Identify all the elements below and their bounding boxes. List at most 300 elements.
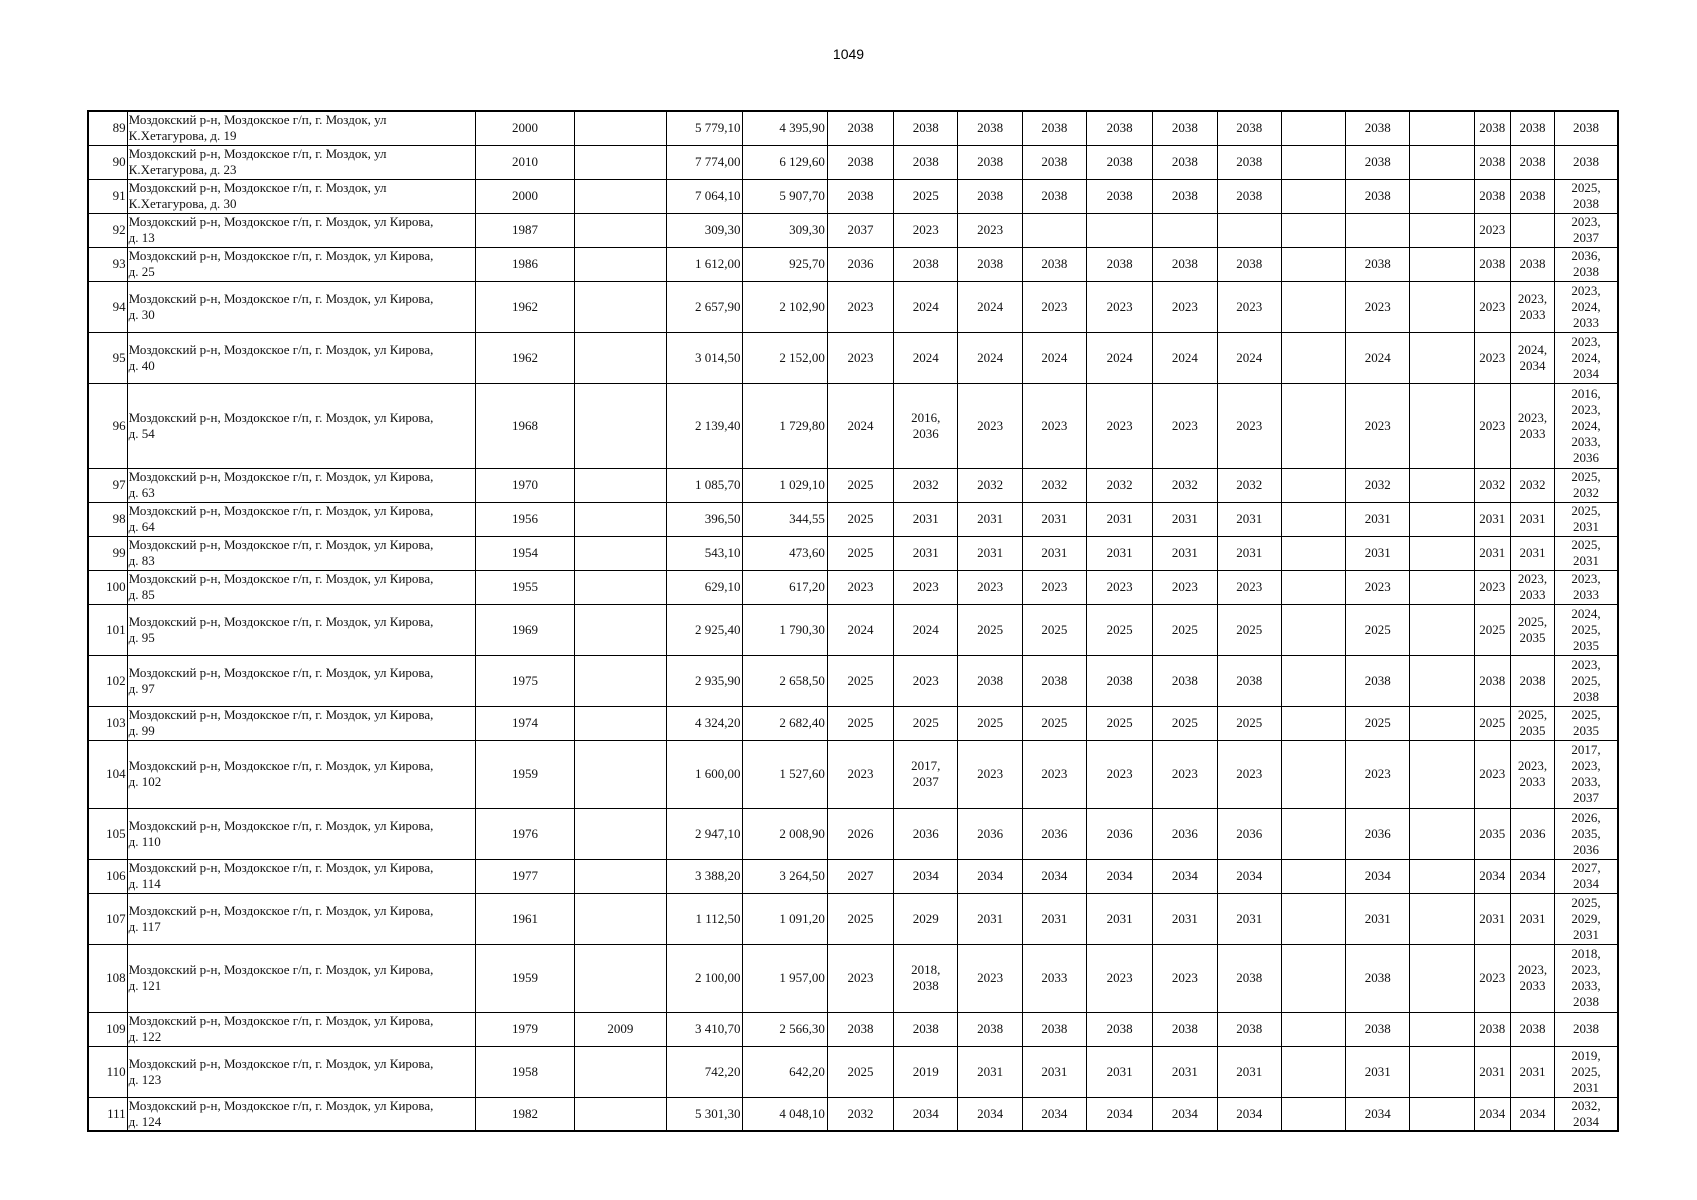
work-year-cell: 2026, 2035, 2036 bbox=[1555, 808, 1618, 859]
work-year-cell: 2034 bbox=[1217, 859, 1281, 893]
living-area-cell: 1 729,80 bbox=[743, 383, 827, 468]
total-area-cell: 2 139,40 bbox=[667, 383, 743, 468]
living-area-cell: 642,20 bbox=[743, 1046, 827, 1097]
work-year-cell: 2025, 2031 bbox=[1555, 502, 1618, 536]
work-year-cell: 2023 bbox=[1474, 740, 1510, 808]
work-year-cell bbox=[1410, 281, 1474, 332]
work-year-cell: 2031 bbox=[1022, 1046, 1086, 1097]
work-year-cell: 2038 bbox=[1346, 145, 1410, 179]
year-built-cell: 1954 bbox=[476, 536, 574, 570]
work-year-cell: 2023 bbox=[1346, 383, 1410, 468]
year-built-cell: 1976 bbox=[476, 808, 574, 859]
row-number-cell: 109 bbox=[88, 1012, 127, 1046]
row-number-cell: 102 bbox=[88, 655, 127, 706]
year-reconstructed-cell bbox=[574, 655, 666, 706]
work-year-cell bbox=[1410, 706, 1474, 740]
work-year-cell: 2023, 2033 bbox=[1510, 570, 1554, 604]
living-area-cell: 4 395,90 bbox=[743, 111, 827, 145]
living-area-cell: 2 102,90 bbox=[743, 281, 827, 332]
work-year-cell: 2036 bbox=[1022, 808, 1086, 859]
work-year-cell: 2023 bbox=[1153, 740, 1217, 808]
work-year-cell: 2038 bbox=[827, 111, 893, 145]
work-year-cell bbox=[1410, 179, 1474, 213]
work-year-cell: 2033 bbox=[1022, 944, 1086, 1012]
work-year-cell bbox=[1410, 655, 1474, 706]
work-year-cell bbox=[1410, 247, 1474, 281]
work-year-cell: 2026 bbox=[827, 808, 893, 859]
work-year-cell bbox=[1281, 740, 1345, 808]
work-year-cell: 2038 bbox=[827, 145, 893, 179]
living-area-cell: 473,60 bbox=[743, 536, 827, 570]
work-year-cell: 2023, 2037 bbox=[1555, 213, 1618, 247]
work-year-cell: 2037 bbox=[827, 213, 893, 247]
work-year-cell: 2023 bbox=[1153, 281, 1217, 332]
work-year-cell: 2031 bbox=[1086, 893, 1152, 944]
work-year-cell: 2023 bbox=[1346, 570, 1410, 604]
total-area-cell: 3 388,20 bbox=[667, 859, 743, 893]
work-year-cell bbox=[1510, 213, 1554, 247]
work-year-cell: 2034 bbox=[1510, 1097, 1554, 1131]
work-year-cell: 2025 bbox=[1022, 706, 1086, 740]
work-year-cell: 2025 bbox=[1474, 604, 1510, 655]
work-year-cell: 2031 bbox=[894, 502, 958, 536]
work-year-cell: 2038 bbox=[1217, 944, 1281, 1012]
work-year-cell: 2031 bbox=[1153, 502, 1217, 536]
work-year-cell bbox=[1281, 179, 1345, 213]
work-year-cell: 2034 bbox=[1510, 859, 1554, 893]
work-year-cell bbox=[1281, 1012, 1345, 1046]
year-reconstructed-cell: 2009 bbox=[574, 1012, 666, 1046]
total-area-cell: 2 925,40 bbox=[667, 604, 743, 655]
work-year-cell bbox=[1281, 1097, 1345, 1131]
address-cell: Моздокский р-н, Моздокское г/п, г. Моздок, ул Кирова, д. 85 bbox=[127, 570, 476, 604]
work-year-cell bbox=[1410, 502, 1474, 536]
work-year-cell: 2031 bbox=[1217, 536, 1281, 570]
work-year-cell bbox=[1410, 111, 1474, 145]
work-year-cell: 2023 bbox=[827, 281, 893, 332]
table-row bbox=[88, 655, 1618, 706]
work-year-cell: 2023 bbox=[958, 944, 1022, 1012]
table-row bbox=[88, 1046, 1618, 1097]
work-year-cell: 2025 bbox=[1217, 706, 1281, 740]
living-area-cell: 6 129,60 bbox=[743, 145, 827, 179]
work-year-cell: 2023 bbox=[894, 213, 958, 247]
year-reconstructed-cell bbox=[574, 281, 666, 332]
total-area-cell: 2 935,90 bbox=[667, 655, 743, 706]
work-year-cell: 2036 bbox=[894, 808, 958, 859]
work-year-cell: 2016, 2023, 2024, 2033, 2036 bbox=[1555, 383, 1618, 468]
work-year-cell: 2038 bbox=[1555, 111, 1618, 145]
table-row bbox=[88, 247, 1618, 281]
work-year-cell bbox=[1410, 383, 1474, 468]
work-year-cell: 2038 bbox=[1086, 247, 1152, 281]
living-area-cell: 1 957,00 bbox=[743, 944, 827, 1012]
work-year-cell: 2023 bbox=[827, 944, 893, 1012]
work-year-cell: 2023 bbox=[894, 570, 958, 604]
work-year-cell: 2023, 2033 bbox=[1510, 383, 1554, 468]
work-year-cell: 2016, 2036 bbox=[894, 383, 958, 468]
year-built-cell: 1986 bbox=[476, 247, 574, 281]
work-year-cell: 2023 bbox=[1086, 740, 1152, 808]
work-year-cell: 2038 bbox=[1086, 655, 1152, 706]
work-year-cell: 2038 bbox=[1474, 1012, 1510, 1046]
work-year-cell: 2025, 2035 bbox=[1555, 706, 1618, 740]
address-cell: Моздокский р-н, Моздокское г/п, г. Моздок, ул Кирова, д. 64 bbox=[127, 502, 476, 536]
row-number-cell: 95 bbox=[88, 332, 127, 383]
work-year-cell: 2024 bbox=[1217, 332, 1281, 383]
work-year-cell: 2038 bbox=[1153, 247, 1217, 281]
work-year-cell: 2031 bbox=[1153, 893, 1217, 944]
address-cell: Моздокский р-н, Моздокское г/п, г. Моздок, ул К.Хетагурова, д. 30 bbox=[127, 179, 476, 213]
work-year-cell: 2031 bbox=[1474, 536, 1510, 570]
work-year-cell: 2038 bbox=[1346, 111, 1410, 145]
work-year-cell: 2031 bbox=[1217, 1046, 1281, 1097]
work-year-cell: 2018, 2038 bbox=[894, 944, 958, 1012]
total-area-cell: 1 612,00 bbox=[667, 247, 743, 281]
year-built-cell: 1979 bbox=[476, 1012, 574, 1046]
row-number-cell: 110 bbox=[88, 1046, 127, 1097]
address-cell: Моздокский р-н, Моздокское г/п, г. Моздок, ул Кирова, д. 110 bbox=[127, 808, 476, 859]
work-year-cell: 2038 bbox=[894, 247, 958, 281]
work-year-cell: 2038 bbox=[1555, 145, 1618, 179]
year-built-cell: 1970 bbox=[476, 468, 574, 502]
total-area-cell: 2 657,90 bbox=[667, 281, 743, 332]
work-year-cell: 2038 bbox=[1086, 145, 1152, 179]
work-year-cell: 2038 bbox=[1022, 145, 1086, 179]
table-row bbox=[88, 1012, 1618, 1046]
work-year-cell: 2025, 2032 bbox=[1555, 468, 1618, 502]
work-year-cell bbox=[1281, 808, 1345, 859]
work-year-cell: 2038 bbox=[1510, 179, 1554, 213]
work-year-cell: 2025 bbox=[1086, 604, 1152, 655]
work-year-cell: 2019 bbox=[894, 1046, 958, 1097]
work-year-cell bbox=[1410, 332, 1474, 383]
table-row bbox=[88, 859, 1618, 893]
work-year-cell: 2038 bbox=[1510, 1012, 1554, 1046]
work-year-cell: 2031 bbox=[1474, 893, 1510, 944]
work-year-cell: 2031 bbox=[958, 1046, 1022, 1097]
housing-register-table bbox=[87, 110, 1619, 1132]
work-year-cell bbox=[1281, 145, 1345, 179]
row-number-cell: 103 bbox=[88, 706, 127, 740]
total-area-cell: 3 014,50 bbox=[667, 332, 743, 383]
work-year-cell: 2025 bbox=[894, 706, 958, 740]
table-row bbox=[88, 332, 1618, 383]
work-year-cell: 2023 bbox=[1217, 570, 1281, 604]
work-year-cell bbox=[1281, 468, 1345, 502]
table-row bbox=[88, 944, 1618, 1012]
work-year-cell: 2023, 2033 bbox=[1510, 281, 1554, 332]
work-year-cell: 2032, 2034 bbox=[1555, 1097, 1618, 1131]
work-year-cell bbox=[1410, 808, 1474, 859]
row-number-cell: 104 bbox=[88, 740, 127, 808]
work-year-cell: 2032 bbox=[1086, 468, 1152, 502]
work-year-cell: 2023 bbox=[827, 332, 893, 383]
year-built-cell: 1955 bbox=[476, 570, 574, 604]
work-year-cell: 2023 bbox=[1474, 332, 1510, 383]
work-year-cell: 2032 bbox=[827, 1097, 893, 1131]
table-body bbox=[88, 111, 1618, 1131]
work-year-cell: 2031 bbox=[1086, 502, 1152, 536]
living-area-cell: 4 048,10 bbox=[743, 1097, 827, 1131]
year-reconstructed-cell bbox=[574, 332, 666, 383]
work-year-cell bbox=[1281, 383, 1345, 468]
work-year-cell: 2034 bbox=[894, 859, 958, 893]
work-year-cell: 2031 bbox=[894, 536, 958, 570]
work-year-cell: 2031 bbox=[1346, 893, 1410, 944]
living-area-cell: 344,55 bbox=[743, 502, 827, 536]
year-built-cell: 1982 bbox=[476, 1097, 574, 1131]
row-number-cell: 108 bbox=[88, 944, 127, 1012]
work-year-cell: 2024 bbox=[1153, 332, 1217, 383]
work-year-cell: 2032 bbox=[1474, 468, 1510, 502]
work-year-cell: 2034 bbox=[1086, 859, 1152, 893]
work-year-cell: 2029 bbox=[894, 893, 958, 944]
row-number-cell: 90 bbox=[88, 145, 127, 179]
work-year-cell bbox=[1281, 893, 1345, 944]
year-built-cell: 1959 bbox=[476, 944, 574, 1012]
year-built-cell: 1956 bbox=[476, 502, 574, 536]
work-year-cell: 2038 bbox=[958, 1012, 1022, 1046]
year-reconstructed-cell bbox=[574, 604, 666, 655]
work-year-cell: 2038 bbox=[958, 655, 1022, 706]
year-reconstructed-cell bbox=[574, 213, 666, 247]
work-year-cell: 2035 bbox=[1474, 808, 1510, 859]
work-year-cell bbox=[1281, 859, 1345, 893]
address-cell: Моздокский р-н, Моздокское г/п, г. Моздок, ул К.Хетагурова, д. 19 bbox=[127, 111, 476, 145]
work-year-cell: 2025, 2029, 2031 bbox=[1555, 893, 1618, 944]
work-year-cell: 2038 bbox=[1346, 247, 1410, 281]
table-row bbox=[88, 111, 1618, 145]
work-year-cell: 2025 bbox=[958, 604, 1022, 655]
work-year-cell bbox=[1281, 111, 1345, 145]
work-year-cell: 2038 bbox=[958, 145, 1022, 179]
work-year-cell bbox=[1281, 213, 1345, 247]
address-cell: Моздокский р-н, Моздокское г/п, г. Моздок, ул Кирова, д. 83 bbox=[127, 536, 476, 570]
total-area-cell: 2 947,10 bbox=[667, 808, 743, 859]
work-year-cell bbox=[1410, 944, 1474, 1012]
work-year-cell: 2034 bbox=[1022, 1097, 1086, 1131]
work-year-cell bbox=[1410, 468, 1474, 502]
work-year-cell: 2023, 2025, 2038 bbox=[1555, 655, 1618, 706]
work-year-cell: 2038 bbox=[1153, 111, 1217, 145]
address-cell: Моздокский р-н, Моздокское г/п, г. Моздок, ул Кирова, д. 124 bbox=[127, 1097, 476, 1131]
work-year-cell: 2023 bbox=[958, 570, 1022, 604]
work-year-cell: 2038 bbox=[1086, 1012, 1152, 1046]
address-cell: Моздокский р-н, Моздокское г/п, г. Моздок, ул Кирова, д. 114 bbox=[127, 859, 476, 893]
work-year-cell: 2038 bbox=[1346, 944, 1410, 1012]
year-reconstructed-cell bbox=[574, 706, 666, 740]
work-year-cell: 2031 bbox=[1086, 1046, 1152, 1097]
work-year-cell: 2038 bbox=[1022, 247, 1086, 281]
work-year-cell: 2034 bbox=[1346, 1097, 1410, 1131]
work-year-cell: 2036 bbox=[958, 808, 1022, 859]
work-year-cell bbox=[1022, 213, 1086, 247]
work-year-cell bbox=[1410, 145, 1474, 179]
work-year-cell: 2038 bbox=[1022, 111, 1086, 145]
work-year-cell bbox=[1281, 536, 1345, 570]
work-year-cell: 2023 bbox=[1346, 740, 1410, 808]
table-row bbox=[88, 893, 1618, 944]
address-cell: Моздокский р-н, Моздокское г/п, г. Моздок, ул Кирова, д. 13 bbox=[127, 213, 476, 247]
year-reconstructed-cell bbox=[574, 145, 666, 179]
work-year-cell: 2038 bbox=[1153, 179, 1217, 213]
work-year-cell: 2038 bbox=[1217, 145, 1281, 179]
year-reconstructed-cell bbox=[574, 502, 666, 536]
living-area-cell: 3 264,50 bbox=[743, 859, 827, 893]
work-year-cell: 2031 bbox=[1510, 1046, 1554, 1097]
work-year-cell: 2038 bbox=[1474, 247, 1510, 281]
address-cell: Моздокский р-н, Моздокское г/п, г. Моздок, ул Кирова, д. 102 bbox=[127, 740, 476, 808]
work-year-cell: 2023 bbox=[1217, 740, 1281, 808]
work-year-cell: 2038 bbox=[1474, 655, 1510, 706]
address-cell: Моздокский р-н, Моздокское г/п, г. Моздок, ул Кирова, д. 123 bbox=[127, 1046, 476, 1097]
table-row bbox=[88, 604, 1618, 655]
work-year-cell: 2038 bbox=[1510, 247, 1554, 281]
work-year-cell: 2031 bbox=[958, 502, 1022, 536]
work-year-cell: 2038 bbox=[1153, 145, 1217, 179]
work-year-cell: 2025 bbox=[827, 502, 893, 536]
work-year-cell: 2018, 2023, 2033, 2038 bbox=[1555, 944, 1618, 1012]
work-year-cell: 2038 bbox=[827, 179, 893, 213]
year-built-cell: 1968 bbox=[476, 383, 574, 468]
row-number-cell: 89 bbox=[88, 111, 127, 145]
living-area-cell: 2 658,50 bbox=[743, 655, 827, 706]
work-year-cell: 2023 bbox=[1022, 740, 1086, 808]
work-year-cell: 2034 bbox=[1474, 1097, 1510, 1131]
work-year-cell: 2025 bbox=[827, 1046, 893, 1097]
work-year-cell: 2038 bbox=[1346, 179, 1410, 213]
work-year-cell: 2023 bbox=[1474, 383, 1510, 468]
work-year-cell: 2034 bbox=[1346, 859, 1410, 893]
work-year-cell: 2038 bbox=[1086, 111, 1152, 145]
work-year-cell: 2025 bbox=[1346, 706, 1410, 740]
work-year-cell: 2023 bbox=[1217, 383, 1281, 468]
table-row bbox=[88, 213, 1618, 247]
living-area-cell: 2 008,90 bbox=[743, 808, 827, 859]
work-year-cell: 2031 bbox=[1217, 502, 1281, 536]
table-row bbox=[88, 740, 1618, 808]
row-number-cell: 100 bbox=[88, 570, 127, 604]
year-reconstructed-cell bbox=[574, 1046, 666, 1097]
table-row bbox=[88, 570, 1618, 604]
living-area-cell: 1 527,60 bbox=[743, 740, 827, 808]
year-reconstructed-cell bbox=[574, 570, 666, 604]
total-area-cell: 1 600,00 bbox=[667, 740, 743, 808]
living-area-cell: 2 682,40 bbox=[743, 706, 827, 740]
work-year-cell: 2023, 2033 bbox=[1510, 740, 1554, 808]
work-year-cell: 2036, 2038 bbox=[1555, 247, 1618, 281]
row-number-cell: 101 bbox=[88, 604, 127, 655]
work-year-cell: 2023 bbox=[1153, 944, 1217, 1012]
table-row bbox=[88, 281, 1618, 332]
living-area-cell: 2 152,00 bbox=[743, 332, 827, 383]
work-year-cell: 2038 bbox=[1217, 179, 1281, 213]
work-year-cell: 2025 bbox=[1086, 706, 1152, 740]
work-year-cell: 2024 bbox=[958, 281, 1022, 332]
work-year-cell: 2024 bbox=[827, 604, 893, 655]
work-year-cell: 2024 bbox=[1086, 332, 1152, 383]
total-area-cell: 7 774,00 bbox=[667, 145, 743, 179]
total-area-cell: 543,10 bbox=[667, 536, 743, 570]
work-year-cell: 2025 bbox=[1346, 604, 1410, 655]
work-year-cell: 2036 bbox=[1086, 808, 1152, 859]
work-year-cell: 2034 bbox=[894, 1097, 958, 1131]
work-year-cell: 2023 bbox=[1474, 281, 1510, 332]
work-year-cell: 2025 bbox=[1217, 604, 1281, 655]
work-year-cell: 2031 bbox=[1510, 502, 1554, 536]
work-year-cell: 2031 bbox=[1474, 1046, 1510, 1097]
address-cell: Моздокский р-н, Моздокское г/п, г. Моздок, ул Кирова, д. 54 bbox=[127, 383, 476, 468]
year-reconstructed-cell bbox=[574, 944, 666, 1012]
address-cell: Моздокский р-н, Моздокское г/п, г. Моздок, ул Кирова, д. 40 bbox=[127, 332, 476, 383]
work-year-cell: 2036 bbox=[1153, 808, 1217, 859]
year-built-cell: 2010 bbox=[476, 145, 574, 179]
work-year-cell: 2038 bbox=[1217, 1012, 1281, 1046]
work-year-cell: 2024, 2025, 2035 bbox=[1555, 604, 1618, 655]
row-number-cell: 111 bbox=[88, 1097, 127, 1131]
work-year-cell: 2023 bbox=[1022, 383, 1086, 468]
living-area-cell: 309,30 bbox=[743, 213, 827, 247]
table-row bbox=[88, 536, 1618, 570]
work-year-cell: 2038 bbox=[827, 1012, 893, 1046]
work-year-cell bbox=[1410, 570, 1474, 604]
total-area-cell: 396,50 bbox=[667, 502, 743, 536]
work-year-cell: 2034 bbox=[1022, 859, 1086, 893]
work-year-cell: 2038 bbox=[1555, 1012, 1618, 1046]
work-year-cell: 2034 bbox=[958, 859, 1022, 893]
work-year-cell bbox=[1281, 332, 1345, 383]
row-number-cell: 97 bbox=[88, 468, 127, 502]
table-row bbox=[88, 468, 1618, 502]
table-row bbox=[88, 383, 1618, 468]
total-area-cell: 1 085,70 bbox=[667, 468, 743, 502]
work-year-cell: 2038 bbox=[1510, 655, 1554, 706]
work-year-cell: 2025, 2035 bbox=[1510, 604, 1554, 655]
living-area-cell: 5 907,70 bbox=[743, 179, 827, 213]
total-area-cell: 5 301,30 bbox=[667, 1097, 743, 1131]
year-reconstructed-cell bbox=[574, 383, 666, 468]
total-area-cell: 7 064,10 bbox=[667, 179, 743, 213]
work-year-cell: 2027, 2034 bbox=[1555, 859, 1618, 893]
year-reconstructed-cell bbox=[574, 468, 666, 502]
work-year-cell: 2023 bbox=[1474, 944, 1510, 1012]
work-year-cell bbox=[1410, 1097, 1474, 1131]
work-year-cell: 2023 bbox=[1474, 570, 1510, 604]
year-reconstructed-cell bbox=[574, 859, 666, 893]
work-year-cell bbox=[1346, 213, 1410, 247]
address-cell: Моздокский р-н, Моздокское г/п, г. Моздок, ул Кирова, д. 99 bbox=[127, 706, 476, 740]
work-year-cell: 2025 bbox=[958, 706, 1022, 740]
living-area-cell: 617,20 bbox=[743, 570, 827, 604]
work-year-cell: 2024 bbox=[958, 332, 1022, 383]
work-year-cell: 2032 bbox=[1346, 468, 1410, 502]
work-year-cell: 2032 bbox=[958, 468, 1022, 502]
work-year-cell bbox=[1281, 1046, 1345, 1097]
work-year-cell: 2025 bbox=[894, 179, 958, 213]
work-year-cell: 2031 bbox=[1022, 536, 1086, 570]
living-area-cell: 1 029,10 bbox=[743, 468, 827, 502]
work-year-cell: 2034 bbox=[1153, 859, 1217, 893]
address-cell: Моздокский р-н, Моздокское г/п, г. Моздок, ул Кирова, д. 121 bbox=[127, 944, 476, 1012]
work-year-cell bbox=[1153, 213, 1217, 247]
work-year-cell: 2032 bbox=[1510, 468, 1554, 502]
work-year-cell: 2034 bbox=[958, 1097, 1022, 1131]
work-year-cell: 2038 bbox=[1022, 655, 1086, 706]
work-year-cell: 2038 bbox=[894, 111, 958, 145]
work-year-cell: 2038 bbox=[1474, 145, 1510, 179]
work-year-cell: 2024 bbox=[894, 332, 958, 383]
